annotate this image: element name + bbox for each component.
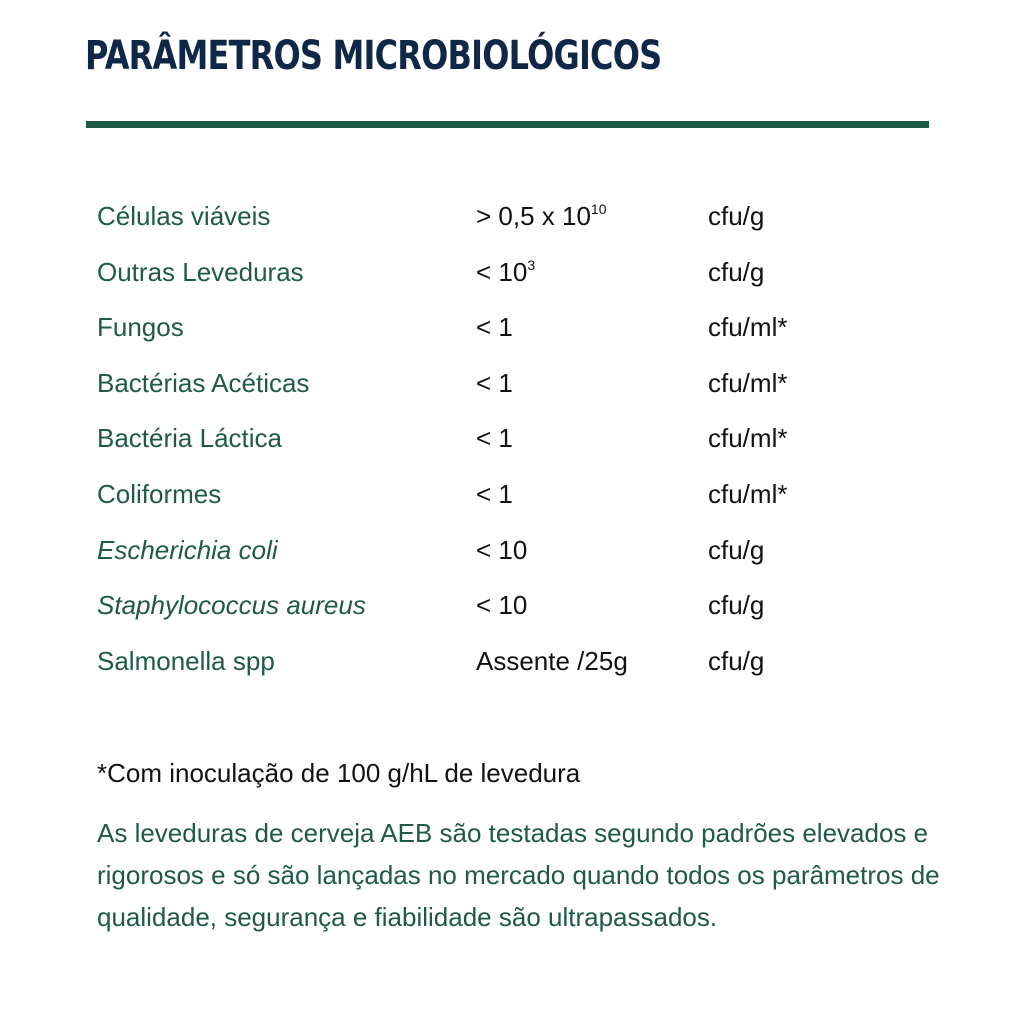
parameter-name: Bactéria Láctica [97,423,282,454]
parameter-name: Outras Leveduras [97,256,304,287]
parameter-row [97,299,897,355]
parameter-name: Células viáveis [97,201,271,231]
parameter-name: Escherichia coli [97,534,278,565]
parameter-value: < 1 [476,423,513,454]
parameter-name: Staphylococcus aureus [97,590,366,621]
parameter-unit: cfu/g [708,256,765,287]
inoculation-footnote: *Com inoculação de 100 g/hL de levedura [97,758,581,788]
parameter-row [97,244,897,300]
parameter-value: < 10 [476,590,528,621]
parameter-name: Coliformes [97,478,222,509]
value-exponent: 3 [527,256,536,273]
parameter-row [97,633,897,689]
parameter-unit: cfu/ml* [708,423,788,454]
parameter-unit: cfu/g [708,590,765,621]
parameter-value: < 1 [476,478,513,509]
parameter-value: < 10 [476,534,528,565]
parameter-unit: cfu/ml* [708,478,788,509]
parameter-name: Salmonella spp [97,645,275,676]
parameter-name: Bactérias Acéticas [97,367,310,398]
parameter-name: Fungos [97,312,184,343]
title-divider [86,121,929,128]
parameter-value: Assente /25g [476,645,628,676]
value-exponent: 10 [590,201,607,217]
parameter-value: < $10^3$ [476,256,536,287]
parameter-unit: cfu/g [708,201,765,231]
parameter-row [97,466,897,522]
parameters-table [97,188,897,688]
parameter-row [97,355,897,411]
parameter-row [97,410,897,466]
parameter-row [97,522,897,578]
parameter-unit: cfu/ml* [708,367,788,398]
parameter-unit: cfu/g [708,534,765,565]
parameter-row [97,188,897,244]
page-title: PARÂMETROS MICROBIOLÓGICOS [85,33,662,79]
parameter-value: < 1 [476,312,513,343]
parameter-unit: cfu/ml* [708,312,788,343]
parameter-unit: cfu/g [708,645,765,676]
parameter-row [97,577,897,633]
quality-description: As leveduras de cerveja AEB são testadas segundo padrões elevados e rigorosos e só são lançadas no mercado quando todos os parâmetros de qualidade, segurança e fiabilidade são ultrapassados. [97,818,940,932]
parameter-value: > 0,5 x $10^{10}$ [476,201,607,231]
parameter-value: < 1 [476,367,513,398]
